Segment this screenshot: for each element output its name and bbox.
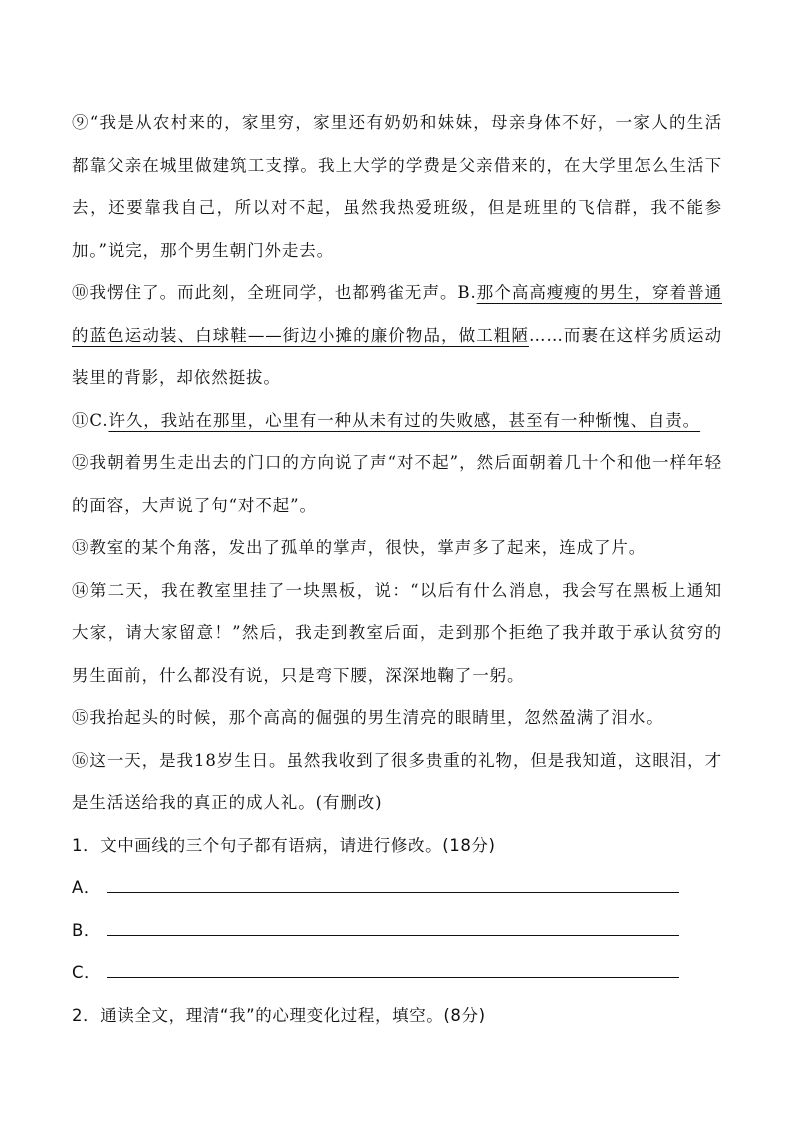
- paragraph-10: [72, 272, 722, 400]
- paragraph-10-tail: ……而裹在这样劣质运动装里的背影，却依然挺拔。: [72, 325, 722, 387]
- answer-line-c: [72, 952, 722, 995]
- paragraph-16: ⑯这一天，是我18岁生日。虽然我收到了很多贵重的礼物，但是我知道，这眼泪，才是生活送给我的真正的成人礼。(有删改): [72, 750, 722, 812]
- underlined-sentence-c: 许久，我站在那里，心里有一种从未有过的失败感，甚至有一种惭愧、自责。: [108, 410, 701, 430]
- paragraph-14: ⑭第二天，我在教室里挂了一块黑板，说：“以后有什么消息，我会写在黑板上通知大家，请大家留意！”然后，我走到教室后面，走到那个拒绝了我并敢于承认贫穷的男生面前，什么都没有说，只是弯下腰，深深地鞠了一躬。: [72, 580, 722, 685]
- answer-a-label: A．: [72, 878, 101, 897]
- paragraph-12: ⑫我朝着男生走出去的门口的方向说了声“对不起”，然后面朝着几十个和他一样年轻的面容，大声说了句“对不起”。: [72, 453, 722, 515]
- answer-a-blank[interactable]: [107, 878, 679, 893]
- paragraph-13: ⑬教室的某个角落，发出了孤单的掌声，很快，掌声多了起来，连成了片。: [72, 538, 647, 557]
- paragraph-11-lead: ⑪C.: [72, 410, 109, 430]
- paragraph-11: [72, 400, 722, 443]
- paragraph-10-lead: ⑩我愣住了。而此刻，全班同学，也都鸦雀无声。B.: [72, 283, 477, 302]
- paragraph-15: ⑮我抬起头的时候，那个高高的倔强的男生清亮的眼睛里，忽然盈满了泪水。: [72, 708, 664, 727]
- paragraph-9: ⑨“我是从农村来的，家里穷，家里还有奶奶和妹妹，母亲身体不好，一家人的生活都靠父亲在城里做建筑工支撑。我上大学的学费是父亲借来的，在大学里怎么生活下去，还要靠我自己，所以对不起，虽然我热爱班级，但是班里的飞信群，我不能参加。”说完，那个男生朝门外走去。: [72, 113, 722, 260]
- answer-line-b: [72, 910, 722, 953]
- answer-c-blank[interactable]: [107, 963, 679, 978]
- answer-b-blank[interactable]: [107, 921, 679, 936]
- question-1: 1．文中画线的三个句子都有语病，请进行修改。(18分): [72, 835, 496, 855]
- answer-line-a: [72, 867, 722, 910]
- answer-c-label: C．: [72, 963, 102, 982]
- question-2: 2．通读全文，理清“我”的心理变化过程，填空。(8分): [72, 1005, 486, 1025]
- answer-b-label: B．: [72, 920, 102, 940]
- underlined-sentence-b: 那个高高瘦瘦的男生，穿着普通的蓝色运动装、白球鞋——街边小摊的廉价物品，做工粗陋: [72, 283, 722, 345]
